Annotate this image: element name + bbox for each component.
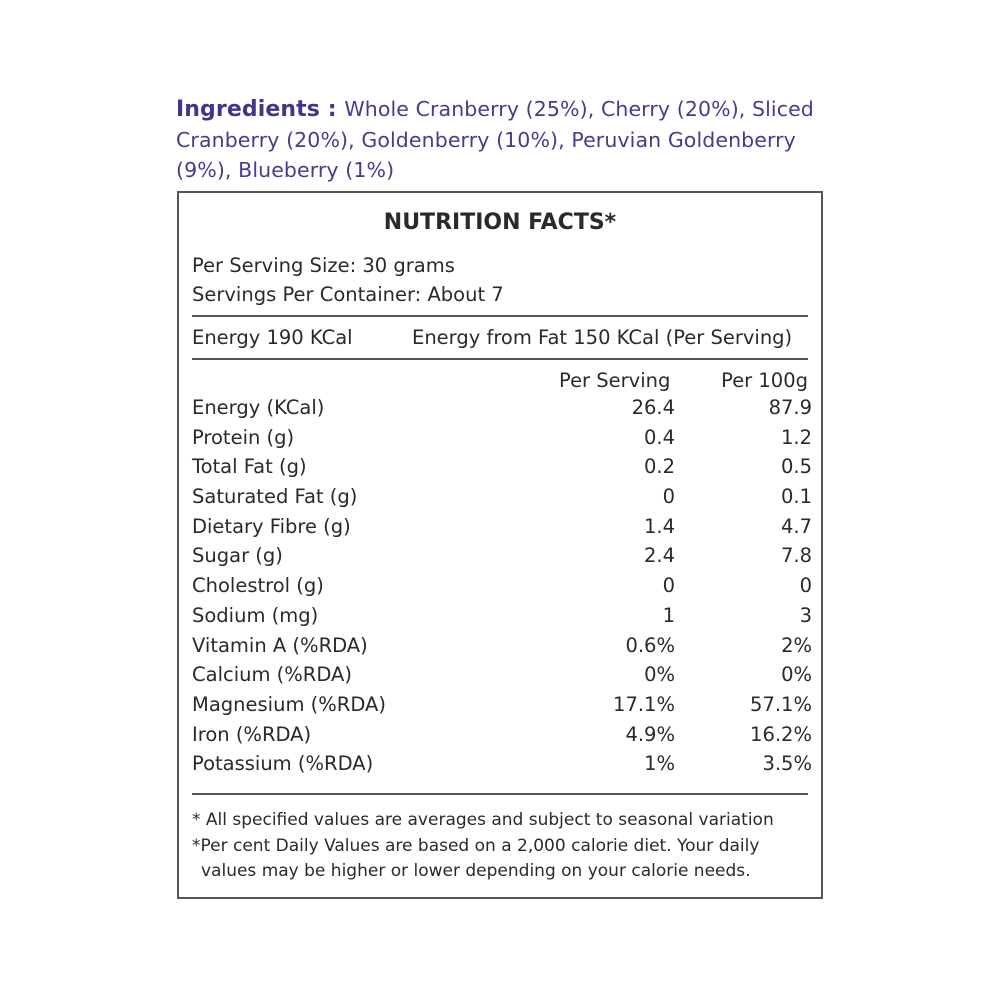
panel-title: NUTRITION FACTS* — [383, 210, 617, 235]
table-row — [192, 634, 812, 664]
servings-per-container: Servings Per Container: About 7 — [192, 283, 504, 306]
per-serving-value: 1.4 — [643, 514, 675, 538]
per-100g-value: 0% — [781, 663, 812, 687]
table-row — [192, 396, 812, 426]
divider-bottom — [192, 793, 808, 795]
nutrient-name: Potassium (%RDA) — [192, 752, 374, 776]
table-row — [192, 485, 812, 515]
serving-size: Per Serving Size: 30 grams — [192, 254, 455, 277]
ingredients-list: Whole Cranberry (25%), Cherry (20%), Sliced Cranberry (20%), Goldenberry (10%), Peruvian Goldenberry (9%), Blueberry (1%) — [176, 97, 814, 182]
ingredients-text — [176, 94, 826, 185]
table-row — [192, 604, 812, 634]
divider-top — [192, 315, 808, 317]
per-serving-value: 0 — [662, 574, 675, 598]
per-serving-value: 26.4 — [631, 396, 675, 419]
table-row — [192, 574, 812, 604]
per-serving-value: 0.6% — [625, 633, 675, 657]
energy-from-fat: Energy from Fat 150 KCal (Per Serving) — [412, 326, 793, 349]
energy-summary: Energy 190 KCal — [192, 326, 353, 349]
table-row — [192, 723, 812, 753]
per-100g-value: 3.5% — [762, 752, 812, 776]
per-100g-value: 7.8 — [780, 544, 812, 568]
nutrient-name: Calcium (%RDA) — [192, 663, 352, 687]
nutrient-name: Iron (%RDA) — [192, 722, 312, 746]
nutrient-name: Cholestrol (g) — [192, 574, 324, 598]
ingredients-label: Ingredients : — [176, 97, 345, 122]
per-serving-value: 0.4 — [643, 425, 675, 449]
footnote-daily-values-2: values may be higher or lower depending on your calorie needs. — [201, 861, 751, 881]
column-header-per-serving: Per Serving — [559, 369, 671, 392]
per-serving-value: 0 — [662, 485, 675, 509]
per-100g-value: 2% — [781, 633, 812, 657]
per-100g-value: 0 — [799, 574, 812, 598]
nutrient-name: Protein (g) — [192, 425, 295, 449]
divider-header — [192, 358, 808, 360]
nutrient-table — [192, 396, 812, 782]
per-100g-value: 57.1% — [750, 692, 812, 716]
table-row — [192, 455, 812, 485]
per-100g-value: 4.7 — [780, 514, 812, 538]
table-row — [192, 544, 812, 574]
nutrient-name: Dietary Fibre (g) — [192, 514, 351, 538]
per-serving-value: 4.9% — [625, 722, 675, 746]
per-100g-value: 0.1 — [780, 485, 812, 509]
per-100g-value: 1.2 — [780, 425, 812, 449]
per-serving-value: 0% — [644, 663, 675, 687]
per-serving-value: 2.4 — [643, 544, 675, 568]
nutrient-name: Sodium (mg) — [192, 603, 319, 627]
nutrient-name: Energy (KCal) — [192, 396, 325, 419]
nutrient-name: Sugar (g) — [192, 544, 283, 568]
nutrient-name: Total Fat (g) — [192, 455, 307, 479]
nutrient-name: Saturated Fat (g) — [192, 485, 358, 509]
per-serving-value: 17.1% — [613, 692, 675, 716]
nutrient-name: Magnesium (%RDA) — [192, 692, 386, 716]
per-serving-value: 1% — [644, 752, 675, 776]
per-serving-value: 1 — [662, 603, 675, 627]
per-100g-value: 16.2% — [750, 722, 812, 746]
per-100g-value: 3 — [799, 603, 812, 627]
column-header-per-100g: Per 100g — [721, 369, 808, 392]
nutrition-facts-panel — [177, 191, 823, 899]
nutrient-name: Vitamin A (%RDA) — [192, 633, 368, 657]
table-row — [192, 515, 812, 545]
table-row — [192, 663, 812, 693]
per-serving-value: 0.2 — [643, 455, 675, 479]
table-row — [192, 752, 812, 782]
footnote-averages: * All specified values are averages and subject to seasonal variation — [192, 810, 774, 830]
per-100g-value: 87.9 — [768, 396, 812, 419]
per-100g-value: 0.5 — [780, 455, 812, 479]
table-row — [192, 693, 812, 723]
footnote-daily-values-1: *Per cent Daily Values are based on a 2,000 calorie diet. Your daily — [192, 836, 760, 856]
table-row — [192, 426, 812, 456]
